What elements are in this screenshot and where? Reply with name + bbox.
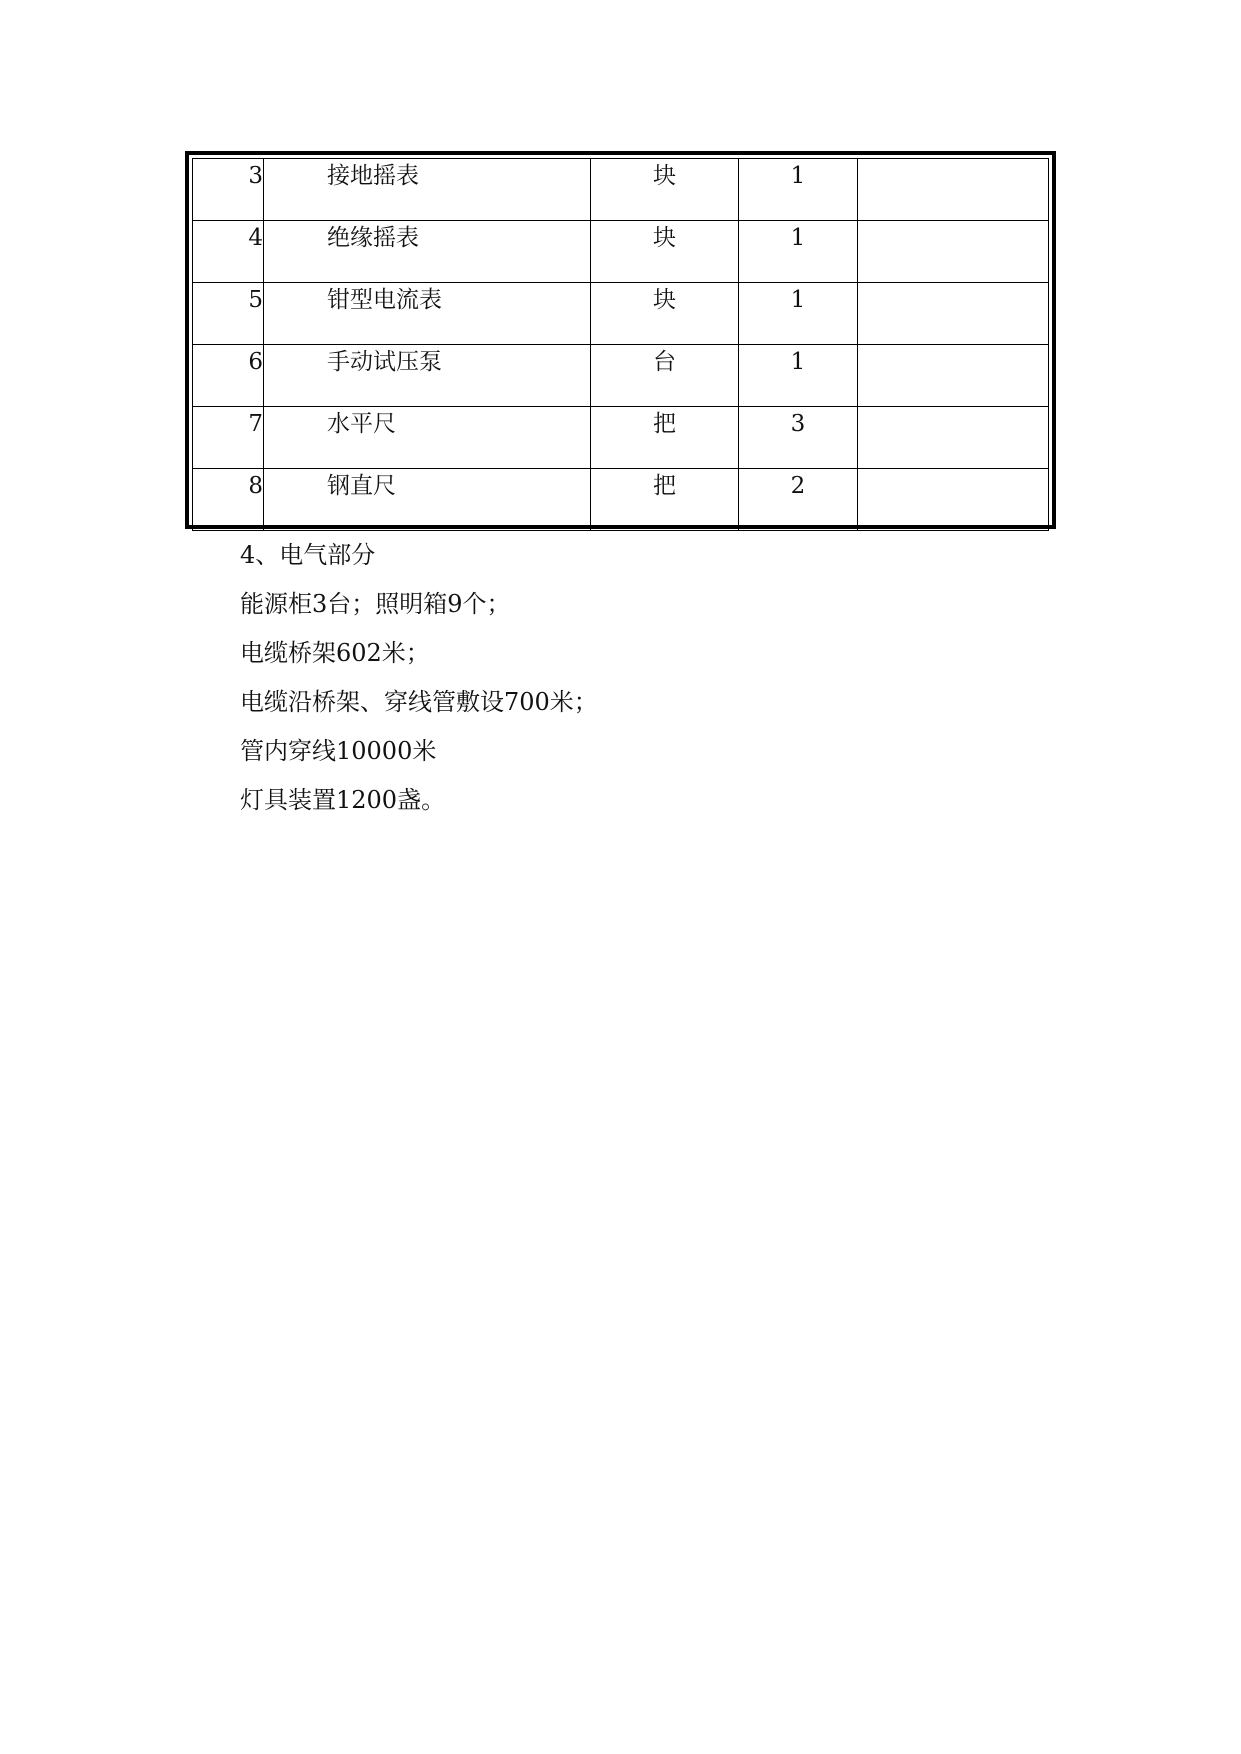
note-cell (858, 283, 1049, 345)
equipment-table (192, 158, 1049, 531)
row-number-cell (193, 283, 264, 345)
item-name: 接地摇表 (327, 163, 419, 189)
item-note (858, 407, 1048, 413)
paragraph-line: 能源柜3台；照明箱9个； (240, 590, 511, 618)
row-number: 7 (248, 411, 263, 437)
item-quantity: 1 (790, 287, 806, 313)
quantity-cell (739, 159, 858, 221)
table-row (193, 407, 1049, 469)
paragraph-line: 管内穿线10000米 (240, 737, 437, 765)
unit-cell (591, 283, 739, 345)
item-name-cell (264, 159, 591, 221)
note-cell (858, 159, 1049, 221)
unit-cell (591, 159, 739, 221)
item-unit: 块 (653, 225, 676, 251)
row-number: 3 (248, 163, 263, 189)
note-cell (858, 469, 1049, 531)
item-name-cell (264, 345, 591, 407)
unit-cell (591, 345, 739, 407)
row-number-cell (193, 221, 264, 283)
item-quantity: 1 (790, 163, 806, 189)
note-cell (858, 345, 1049, 407)
item-unit: 块 (653, 163, 676, 189)
unit-cell (591, 221, 739, 283)
item-note (858, 283, 1048, 289)
row-number: 5 (248, 287, 263, 313)
item-unit: 把 (653, 411, 676, 437)
item-note (858, 221, 1048, 227)
item-note (858, 345, 1048, 351)
quantity-cell (739, 345, 858, 407)
table-row (193, 221, 1049, 283)
item-name: 绝缘摇表 (327, 225, 419, 251)
item-name-cell (264, 221, 591, 283)
item-note (858, 469, 1048, 475)
paragraph-line: 灯具装置1200盏。 (240, 786, 446, 814)
section-heading: 4、电气部分 (240, 541, 376, 569)
row-number-cell (193, 345, 264, 407)
paragraph-line: 电缆沿桥架、穿线管敷设700米； (240, 688, 598, 716)
row-number-cell (193, 407, 264, 469)
row-number: 6 (248, 349, 263, 375)
item-note (858, 159, 1048, 165)
item-name: 水平尺 (327, 411, 396, 437)
item-name-cell (264, 469, 591, 531)
note-cell (858, 221, 1049, 283)
row-number: 4 (248, 225, 263, 251)
table-row (193, 345, 1049, 407)
unit-cell (591, 469, 739, 531)
item-quantity: 1 (790, 349, 806, 375)
quantity-cell (739, 469, 858, 531)
row-number-cell (193, 159, 264, 221)
table-row (193, 469, 1049, 531)
row-number: 8 (248, 473, 263, 499)
item-name: 手动试压泵 (327, 349, 442, 375)
quantity-cell (739, 221, 858, 283)
item-name-cell (264, 407, 591, 469)
equipment-table-frame (185, 151, 1056, 529)
item-unit: 台 (653, 349, 676, 375)
item-unit: 块 (653, 287, 676, 313)
row-number-cell (193, 469, 264, 531)
paragraph-line: 电缆桥架602米； (240, 639, 430, 667)
item-unit: 把 (653, 473, 676, 499)
table-row (193, 159, 1049, 221)
unit-cell (591, 407, 739, 469)
note-cell (858, 407, 1049, 469)
item-quantity: 2 (790, 473, 806, 499)
table-row (193, 283, 1049, 345)
item-name: 钢直尺 (327, 473, 396, 499)
item-quantity: 1 (790, 225, 806, 251)
item-name: 钳型电流表 (327, 287, 442, 313)
quantity-cell (739, 407, 858, 469)
quantity-cell (739, 283, 858, 345)
item-quantity: 3 (790, 411, 806, 437)
item-name-cell (264, 283, 591, 345)
